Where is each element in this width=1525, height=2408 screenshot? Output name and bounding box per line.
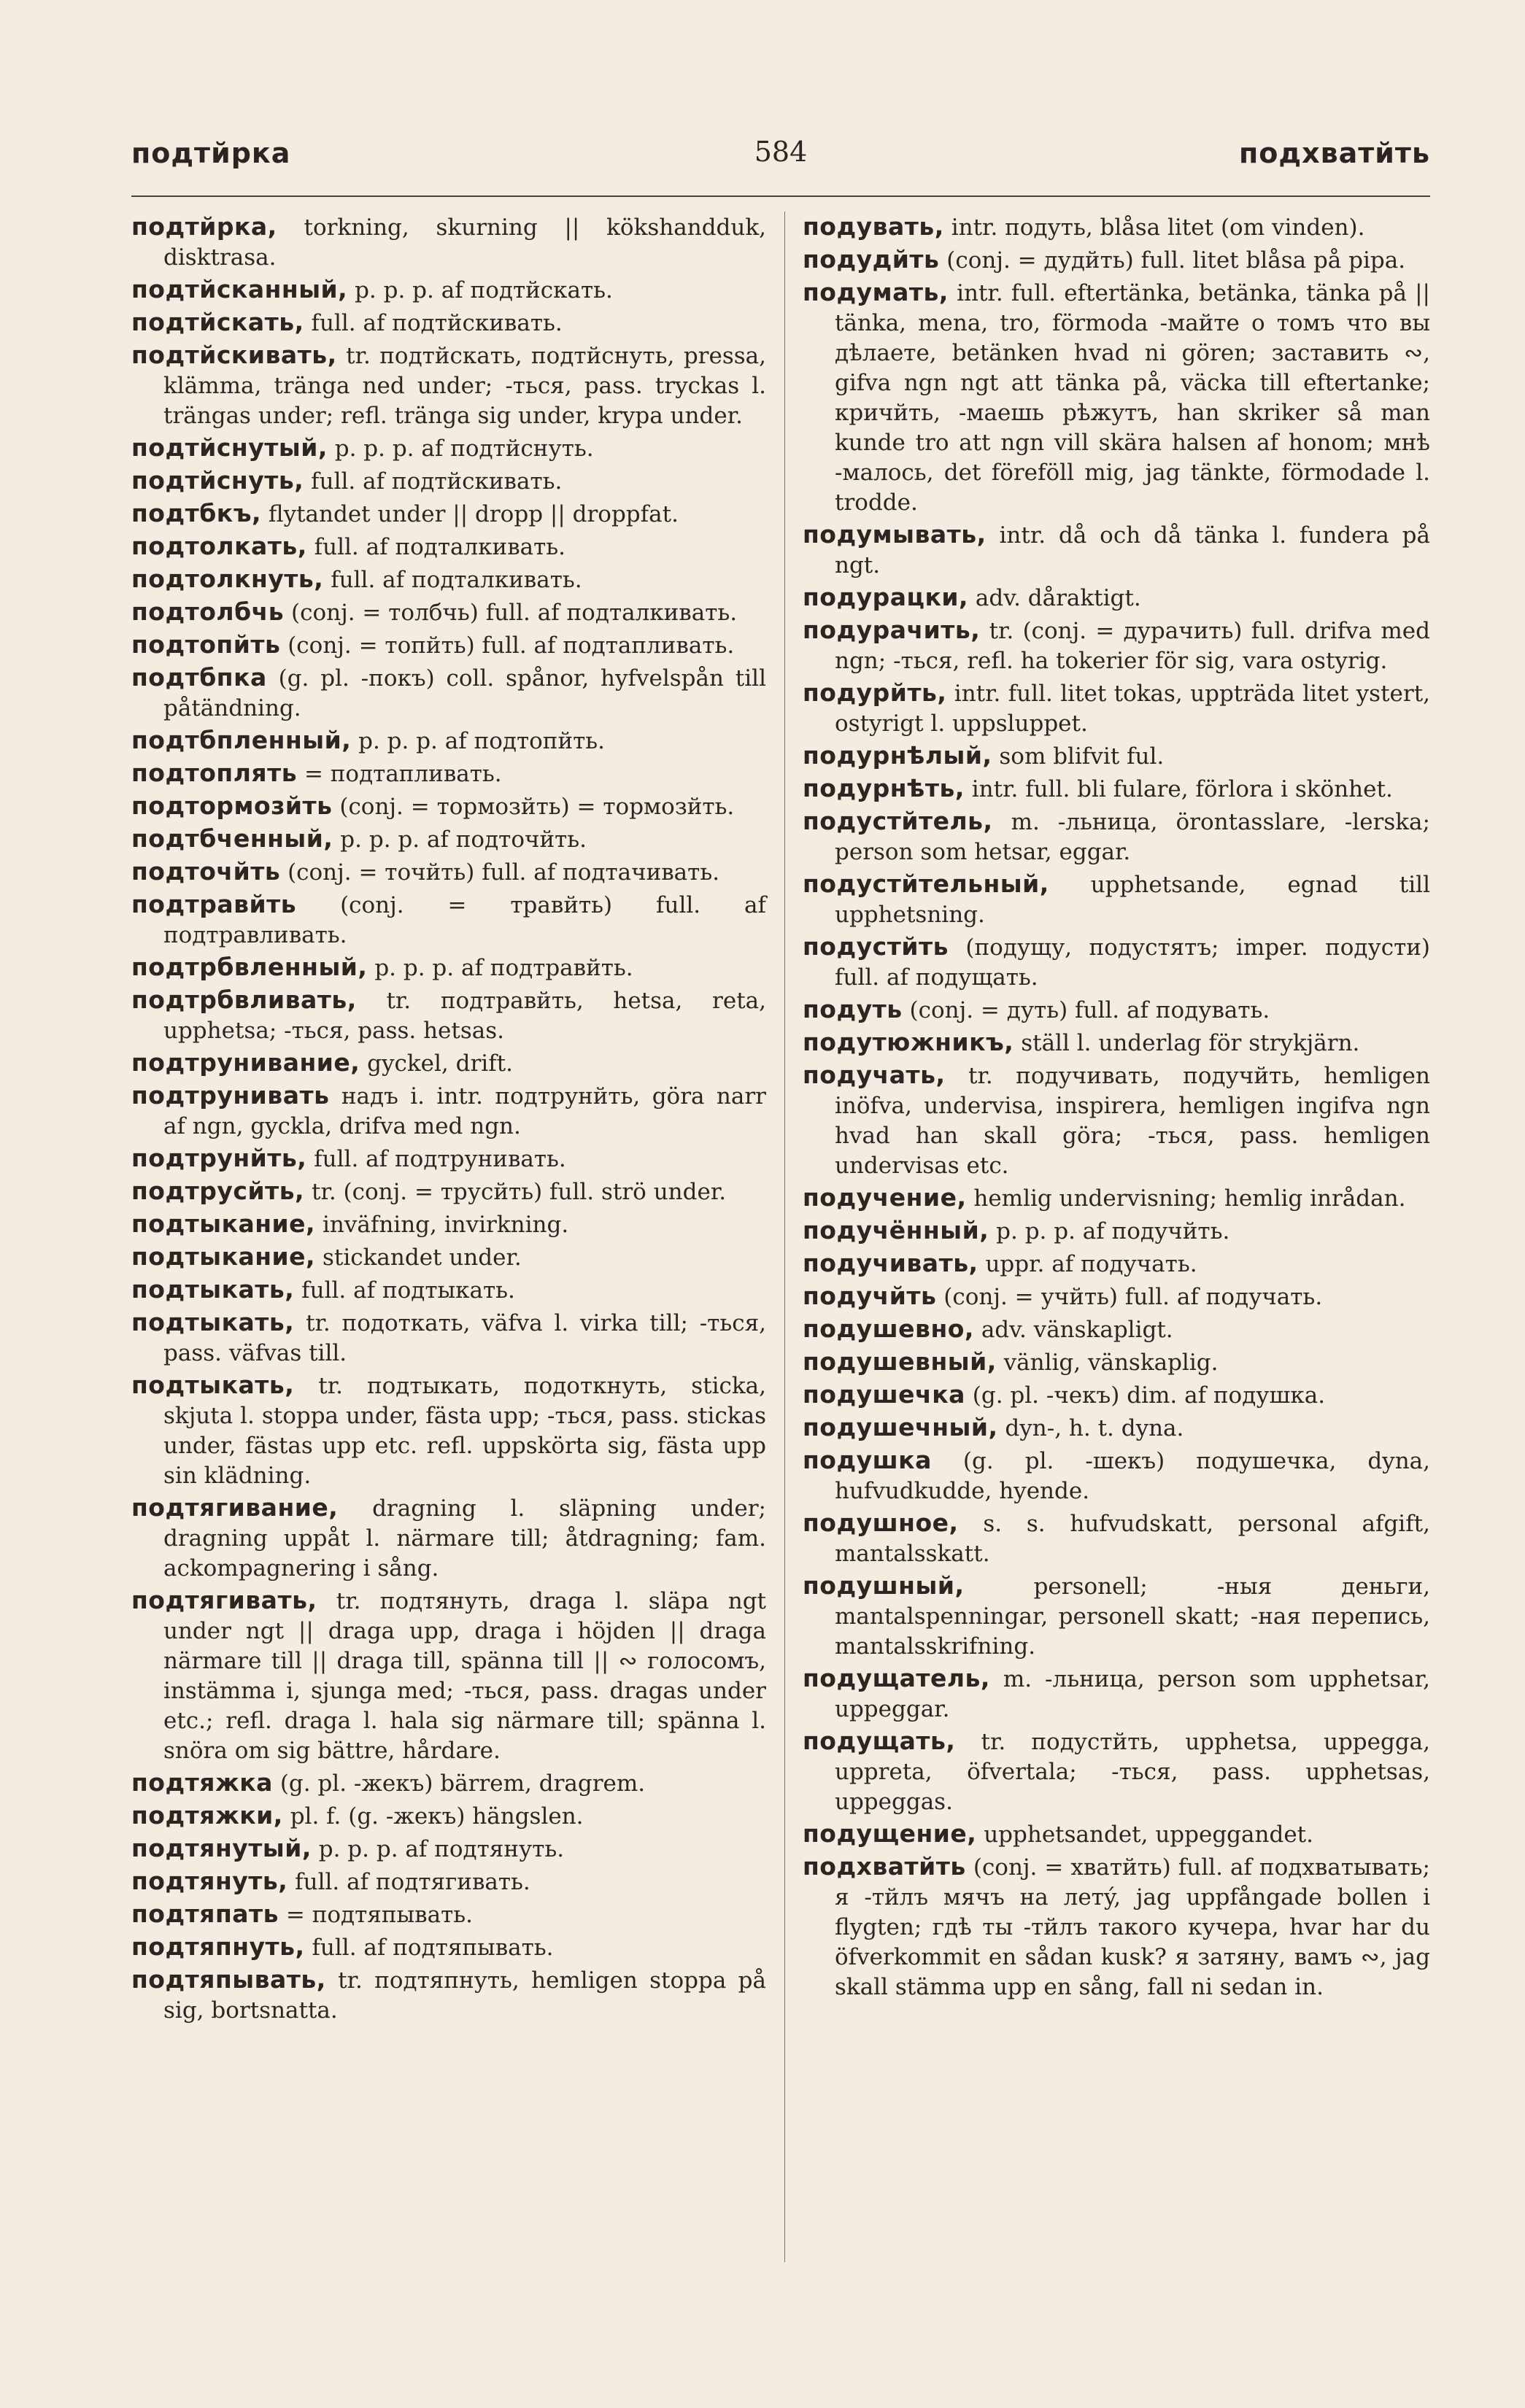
entry-headword: подточйть [131, 857, 281, 886]
dictionary-entry [131, 340, 766, 431]
dictionary-entry [131, 630, 766, 661]
entry-definition: full. af подтягивать. [295, 1869, 530, 1895]
dictionary-entry [131, 1800, 766, 1832]
dictionary-entry [131, 1048, 766, 1079]
dictionary-entry [131, 1274, 766, 1306]
entry-headword: подустйтельный, [803, 870, 1049, 898]
entry-definition: adv. vänskapligt. [981, 1317, 1173, 1343]
entry-definition: (подущу, подустятъ; imper. подусти) full. af подущать. [835, 934, 1430, 991]
entry-headword: подушное, [803, 1509, 959, 1537]
entry-headword: подудйть [803, 245, 940, 274]
entry-definition: (g. pl. -шекъ) подушечка, dyna, hufvudkudde, hyende. [835, 1448, 1430, 1504]
entry-definition: tr. подоткать, väfva l. virka till; -ться, pass. väfvas till. [163, 1310, 766, 1366]
dictionary-entry [803, 1060, 1430, 1181]
entry-definition: tr. подучивать, подучйть, hemligen inöfva, undervisa, inspirera, hemligen ingifva ngn hvad han skall göra; -ться, pass. hemligen undervisas etc. [835, 1063, 1430, 1179]
entry-definition: torkning, skurning || kökshandduk, disktrasa. [163, 214, 766, 271]
dictionary-entry [131, 1833, 766, 1865]
entry-definition: tr. подтянуть, draga l. släpa ngt under ngt || draga upp, draga i höjden || draga närmare till || draga till, spänna till || ∾ голосомъ, instämma i, sjunga med; -ться, pass. dragas under etc.; refl. draga l. hala sig närmare till; spänna l. snöra om sig bättre, hårdare. [163, 1588, 766, 1764]
dictionary-entry [131, 597, 766, 628]
entry-headword: подтбпленный, [131, 726, 352, 754]
entry-definition: m. -льница, örontasslare, -lerska; person som hetsar, eggar. [835, 809, 1430, 865]
dictionary-entry [131, 889, 766, 951]
entry-definition: upphetsande, egnad till upphetsning. [835, 872, 1430, 928]
entry-headword: подустйть [803, 932, 949, 961]
entry-headword: подурачить, [803, 616, 981, 644]
dictionary-entry [803, 1663, 1430, 1724]
column-divider [784, 212, 785, 2262]
entry-headword: подтйснуть, [131, 466, 304, 495]
entry-definition: (g. pl. -покъ) coll. spånor, hyfvelspån till påtändning. [163, 665, 766, 721]
entry-headword: подущение, [803, 1819, 977, 1848]
page-header [131, 137, 1430, 181]
entry-definition: intr. подуть, blåsa litet (om vinden). [951, 214, 1365, 241]
dictionary-entry [803, 1851, 1430, 2002]
header-left-guide-word: подтйрка [131, 137, 291, 169]
dictionary-entry [131, 307, 766, 338]
entry-headword: подтрбвленный, [131, 953, 368, 981]
entry-definition: intr. full. litet tokas, uppträda litet ystert, ostyrigt l. uppsluppet. [835, 681, 1431, 737]
entry-headword: подтбкъ, [131, 499, 262, 527]
entry-definition: tr. (conj. = дурачить) full. drifva med ngn; -ться, refl. ha tokerier för sig, vara ostyrig. [835, 618, 1430, 674]
dictionary-entry [131, 1964, 766, 2026]
entry-headword: подурйть, [803, 678, 947, 707]
dictionary-entry [803, 1571, 1430, 1662]
dictionary-entry [131, 1370, 766, 1491]
entry-headword: подтянутый, [131, 1834, 312, 1862]
dictionary-entry [803, 1412, 1430, 1444]
entry-headword: подумывать, [803, 520, 987, 549]
entry-headword: подурнѣть, [803, 774, 965, 802]
dictionary-entry [131, 498, 766, 530]
entry-definition: m. -льница, person som upphetsar, uppeggar. [835, 1666, 1431, 1722]
entry-definition: p. p. p. af подточйть. [340, 826, 587, 853]
entry-headword: подхватйть [803, 1852, 966, 1881]
entry-headword: подучать, [803, 1061, 946, 1089]
entry-headword: подтбпка [131, 663, 267, 692]
dictionary-entry [131, 1585, 766, 1766]
header-rule [131, 195, 1430, 197]
entry-definition: inväfning, invirkning. [322, 1212, 569, 1238]
dictionary-entry [131, 1143, 766, 1174]
entry-headword: подтягивать, [131, 1586, 317, 1614]
dictionary-entry [131, 1932, 766, 1963]
entry-headword: подтолкнуть, [131, 565, 324, 593]
dictionary-entry [131, 824, 766, 855]
dictionary-entry [131, 433, 766, 464]
dictionary-entry [803, 212, 1430, 243]
entry-headword: подтрусйть, [131, 1177, 305, 1205]
entry-headword: подумать, [803, 278, 949, 306]
dictionary-entry [803, 1445, 1430, 1506]
dictionary-entry [803, 869, 1430, 930]
entry-definition: dragning l. släpning under; dragning uppåt l. närmare till; åtdragning; fam. ackompagnering i sång. [163, 1495, 767, 1582]
dictionary-entry [131, 1768, 766, 1799]
dictionary-entry [131, 1209, 766, 1240]
entry-definition: vänlig, vänskaplig. [1003, 1350, 1219, 1376]
dictionary-entry [131, 1176, 766, 1207]
entry-headword: подтйрка, [131, 212, 277, 241]
entry-headword: подтяпать [131, 1900, 279, 1928]
entry-headword: подтыкание, [131, 1242, 316, 1271]
entry-headword: подтянуть, [131, 1867, 288, 1895]
entry-definition: s. s. hufvudskatt, personal afgift, mantalsskatt. [835, 1511, 1430, 1567]
entry-definition: som blifvit ful. [999, 743, 1165, 770]
entry-headword: подтыкать, [131, 1275, 295, 1304]
entry-headword: подтбченный, [131, 824, 333, 853]
entry-headword: подтрунйть, [131, 1144, 307, 1172]
entry-headword: подушевный, [803, 1347, 997, 1376]
entry-definition: p. p. p. af подтравйть. [374, 955, 633, 981]
dictionary-entry [803, 1027, 1430, 1058]
page-number: 584 [754, 136, 808, 168]
entry-headword: подтоплять [131, 759, 298, 787]
dictionary-entry [803, 773, 1430, 805]
dictionary-entry [803, 1347, 1430, 1378]
entry-definition: tr. подтыкать, подоткнуть, sticka, skjuta l. stoppa under, fästa upp; -ться, pass. stickas under, fästas upp etc. refl. uppskörta sig, fästa upp sin klädning. [163, 1373, 766, 1489]
entry-headword: подтйскивать, [131, 341, 337, 369]
dictionary-entry [131, 1080, 766, 1142]
dictionary-entry [803, 740, 1430, 772]
entry-definition: (conj. = толбчь) full. af подталкивать. [291, 600, 738, 626]
entry-definition: tr. подтравйть, hetsa, reta, upphetsa; -ться, pass. hetsas. [163, 988, 766, 1044]
entry-headword: подтопйть [131, 630, 281, 659]
dictionary-entry [131, 212, 766, 273]
entry-headword: подтйсканный, [131, 275, 348, 303]
entry-definition: flytandet under || dropp || droppfat. [268, 501, 679, 527]
dictionary-entry [803, 678, 1430, 739]
entry-definition: personell; -ныя деньги, mantalspenningar, personell skatt; -ная перепись, mantalsskrifning. [835, 1573, 1431, 1660]
dictionary-entry [803, 1819, 1430, 1850]
entry-definition: full. af подтяпывать. [312, 1935, 554, 1961]
dictionary-entry [803, 932, 1430, 993]
entry-definition: надъ i. intr. подтрунйть, göra narr af ngn, gyckla, drifva med ngn. [163, 1083, 767, 1139]
entry-definition: full. af подталкивать. [314, 534, 566, 560]
entry-definition: = подтапливать. [304, 761, 502, 787]
dictionary-entry [131, 1242, 766, 1273]
dictionary-entry [131, 725, 766, 756]
entry-headword: подучение, [803, 1183, 967, 1212]
dictionary-entry [131, 985, 766, 1046]
entry-definition: ställ l. underlag för strykjärn. [1021, 1030, 1360, 1056]
entry-definition: (conj. = дудйть) full. litet blåsa på pipa. [946, 247, 1406, 274]
entry-headword: подтрбвливать, [131, 986, 357, 1014]
entry-headword: подтормозйть [131, 791, 333, 820]
entry-headword: подтяжки, [131, 1801, 283, 1830]
entry-headword: подустйтель, [803, 807, 993, 835]
entry-definition: (conj. = учйть) full. af подучать. [943, 1284, 1323, 1310]
left-column [131, 212, 766, 2357]
dictionary-entry [131, 758, 766, 789]
dictionary-entry [803, 1281, 1430, 1312]
entry-headword: подтйснутый, [131, 433, 328, 462]
entry-headword: подутюжникъ, [803, 1028, 1014, 1056]
entry-headword: подтяпнуть, [131, 1932, 305, 1961]
entry-definition: upphetsandet, uppeggandet. [984, 1822, 1313, 1848]
entry-definition: dyn-, h. t. dyna. [1005, 1415, 1184, 1441]
header-right-guide-word: подхватйть [1239, 137, 1430, 169]
dictionary-entry [803, 277, 1430, 518]
entry-definition: p. p. p. af подтянуть. [318, 1836, 565, 1862]
entry-headword: подтягивание, [131, 1493, 339, 1522]
entry-definition: (conj. = тормозйть) = тормозйть. [339, 794, 735, 820]
dictionary-entry [803, 582, 1430, 613]
dictionary-entry [803, 806, 1430, 867]
dictionary-entry [131, 465, 766, 497]
dictionary-entry [803, 1726, 1430, 1817]
dictionary-entry [803, 1314, 1430, 1345]
entry-definition: intr. full. eftertänka, betänka, tänka på || tänka, mena, tro, förmoda -майте о томъ что вы дѣлаете, betänken hvad ni gören; заставить ∾, gifva ngn ngt att tänka på, väcka till eftertanke; кричйть, -маешь рѣжутъ, han skriker så man kunde tro att ngn vill skära halsen af honom; мнѣ -малось, det föreföll mig, jag tänkte, förmodade l. trodde. [835, 280, 1430, 516]
entry-definition: (g. pl. -чекъ) dim. af подушка. [972, 1382, 1326, 1409]
entry-headword: подушевно, [803, 1315, 974, 1343]
entry-headword: подувать, [803, 212, 944, 241]
entry-definition: (g. pl. -жекъ) bärrem, dragrem. [279, 1770, 646, 1797]
entry-definition: (conj. = точйть) full. af подтачивать. [287, 859, 720, 886]
entry-headword: подтыкать, [131, 1308, 295, 1336]
entry-definition: gyckel, drift. [367, 1050, 514, 1077]
dictionary-entry [803, 519, 1430, 581]
entry-definition: p. p. p. af подучйть. [996, 1218, 1230, 1244]
dictionary-entry [131, 531, 766, 562]
dictionary-entry [131, 1307, 766, 1368]
entry-definition: full. af подталкивать. [331, 567, 582, 593]
entry-definition: tr. подтяпнуть, hemligen stoppa på sig, bortsnatta. [163, 1967, 767, 2024]
entry-headword: подурнѣлый, [803, 741, 992, 770]
entry-headword: подтяжка [131, 1768, 273, 1797]
dictionary-entry [131, 791, 766, 822]
entry-definition: intr. full. bli fulare, förlora i skönhet. [971, 776, 1393, 802]
entry-definition: full. af подтйскивать. [311, 468, 563, 495]
entry-definition: = подтяпывать. [285, 1902, 473, 1928]
dictionary-entry [131, 274, 766, 306]
dictionary-entry [803, 1508, 1430, 1569]
entry-definition: stickandet under. [322, 1244, 522, 1271]
entry-headword: подучивать, [803, 1249, 978, 1277]
entry-definition: p. p. p. af подтйскать. [355, 277, 613, 303]
dictionary-entry [803, 1379, 1430, 1411]
entry-headword: подтяпывать, [131, 1965, 326, 1994]
entry-definition: p. p. p. af подтопйть. [358, 728, 606, 754]
dictionary-entry [803, 244, 1430, 276]
entry-definition: tr. (conj. = трусйть) full. strö under. [311, 1179, 727, 1205]
dictionary-entry [131, 856, 766, 888]
entry-definition: tr. подустйть, upphetsa, uppegga, uppreta, öfvertala; -ться, pass. upphetsas, uppeggas. [835, 1729, 1431, 1815]
entry-headword: подтйскать, [131, 308, 304, 336]
dictionary-entry [131, 1493, 766, 1584]
entry-definition: (conj. = топйть) full. af подтапливать. [287, 632, 735, 659]
entry-definition: p. p. p. af подтйснуть. [334, 435, 594, 462]
entry-headword: подтыкание, [131, 1209, 316, 1238]
entry-definition: (conj. = хватйть) full. af подхватывать; я -тйлъ мячъ на летý, jag uppfångade bollen i flygten; гдѣ ты -тйлъ такого кучера, hvar har du öfverkommit en sådan kusk? я затяну, вамъ ∾, jag skall stämma upp en sång, fall ni sedan in. [835, 1854, 1430, 2000]
entry-definition: full. af подтыкать. [301, 1277, 515, 1304]
entry-headword: подучённый, [803, 1216, 989, 1244]
dictionary-entry [803, 615, 1430, 676]
dictionary-entry [131, 952, 766, 983]
entry-definition: pl. f. (g. -жекъ) hängslen. [290, 1803, 584, 1830]
entry-headword: подтрунивание, [131, 1048, 360, 1077]
dictionary-entry [803, 1248, 1430, 1280]
dictionary-entry [131, 662, 766, 724]
entry-definition: full. af подтрунивать. [314, 1146, 566, 1172]
entry-definition: adv. dåraktigt. [975, 585, 1141, 611]
entry-headword: подтолбчь [131, 597, 285, 626]
entry-definition: full. af подтйскивать. [311, 310, 563, 336]
entry-definition: tr. подтйскать, подтйснуть, pressa, klämma, tränga ned under; -ться, pass. tryckas l. trängas under; refl. tränga sig under, krypa under. [163, 343, 766, 429]
dictionary-entry [131, 1899, 766, 1930]
entry-definition: (conj. = травйть) full. af подтравливать. [163, 892, 767, 948]
entry-headword: подушечка [803, 1380, 965, 1409]
entry-headword: подурацки, [803, 583, 969, 611]
entry-headword: подущать, [803, 1727, 956, 1755]
entry-definition: (conj. = дуть) full. af подувать. [909, 997, 1270, 1023]
entry-definition: intr. då och då tänka l. fundera på ngt. [835, 522, 1430, 578]
entry-headword: подтрунивать [131, 1081, 330, 1110]
entry-headword: подущатель, [803, 1664, 990, 1692]
dictionary-entry [803, 1182, 1430, 1214]
dictionary-entry [131, 564, 766, 595]
entry-headword: подтравйть [131, 890, 297, 918]
entry-headword: подушный, [803, 1571, 965, 1600]
entry-headword: подтыкать, [131, 1371, 295, 1399]
entry-headword: подтолкать, [131, 532, 307, 560]
entry-headword: подуть [803, 995, 903, 1023]
entry-definition: hemlig undervisning; hemlig inrådan. [973, 1185, 1406, 1212]
entry-headword: подучйть [803, 1282, 937, 1310]
dictionary-entry [131, 1866, 766, 1897]
right-column [803, 212, 1430, 2357]
entry-headword: подушка [803, 1446, 932, 1474]
entry-headword: подушечный, [803, 1413, 998, 1441]
entry-definition: uppr. af подучать. [985, 1251, 1197, 1277]
dictionary-entry [803, 1215, 1430, 1247]
dictionary-entry [803, 994, 1430, 1026]
